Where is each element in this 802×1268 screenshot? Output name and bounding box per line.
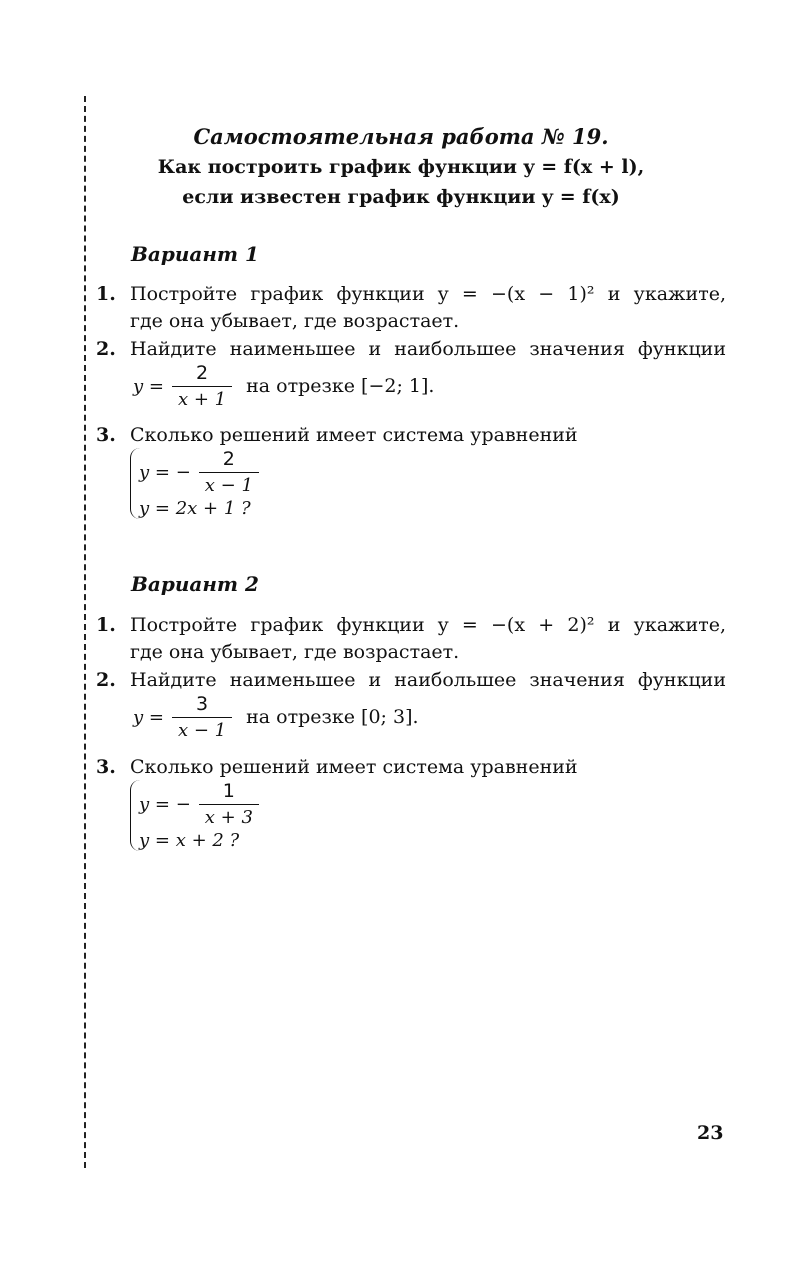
v1-equation-system [130,448,267,519]
problem-number: 3. [96,424,116,446]
eq1-lhs: y = − [139,461,191,483]
problem-text: Найдите наименьшее и наибольшее значения функции [130,669,726,691]
eq1-lhs: y = − [139,793,191,815]
system-equation-2: y = 2x + 1 ? [139,498,251,519]
fraction-numerator: 2 [222,448,235,470]
fraction-numerator: 1 [222,780,235,802]
fraction-numerator: 2 [196,362,209,384]
formula-lhs: y = [133,375,164,397]
page-header [0,122,802,212]
fraction-numerator: 3 [196,693,209,715]
interval-text: на отрезке [0; 3]. [246,706,419,728]
dashed-cut-line [84,96,86,1168]
problem-text-cont: где она убывает, где возрастает. [130,641,460,663]
v1-problem-1 [96,281,726,335]
fraction [199,780,259,828]
problem-number: 1. [96,283,116,305]
v2-problem-3 [96,754,726,781]
v2-equation-system [130,780,267,851]
fraction [172,693,232,741]
problem-number: 2. [96,338,116,360]
formula-lhs: y = [133,706,164,728]
v1-problem-3 [96,422,726,449]
system-equation-2: y = x + 2 ? [139,830,240,851]
problem-text-cont: где она убывает, где возрастает. [130,310,460,332]
v2-problem-2 [96,667,726,694]
problem-text: Постройте график функции y = −(x − 1)² и укажите, [130,283,726,305]
system-equation-1 [139,448,267,496]
fraction-denominator: x − 1 [199,472,259,496]
variant-1-title: Вариант 1 [131,242,259,266]
v1-p2-formula [133,362,434,410]
problem-text: Найдите наименьшее и наибольшее значения функции [130,338,726,360]
problem-text: Сколько решений имеет система уравнений [130,424,578,446]
fraction-denominator: x + 3 [199,804,259,828]
problem-number: 3. [96,756,116,778]
fraction-denominator: x + 1 [172,386,232,410]
v2-problem-1 [96,612,726,666]
problem-text: Сколько решений имеет система уравнений [130,756,578,778]
problem-text: Постройте график функции y = −(x + 2)² и укажите, [130,614,726,636]
problem-number: 1. [96,614,116,636]
topic-line-2: если известен график функции y = f(x) [182,186,620,208]
fraction-denominator: x − 1 [172,717,232,741]
fraction [199,448,259,496]
interval-text: на отрезке [−2; 1]. [246,375,435,397]
variant-2-title: Вариант 2 [131,572,259,596]
v2-p2-formula [133,693,419,741]
problem-number: 2. [96,669,116,691]
fraction [172,362,232,410]
v1-problem-2 [96,336,726,363]
topic-line-1: Как построить график функции y = f(x + l), [157,156,645,178]
page-number: 23 [697,1122,724,1144]
system-equation-1 [139,780,267,828]
work-title: Самостоятельная работа № 19. [193,124,609,149]
